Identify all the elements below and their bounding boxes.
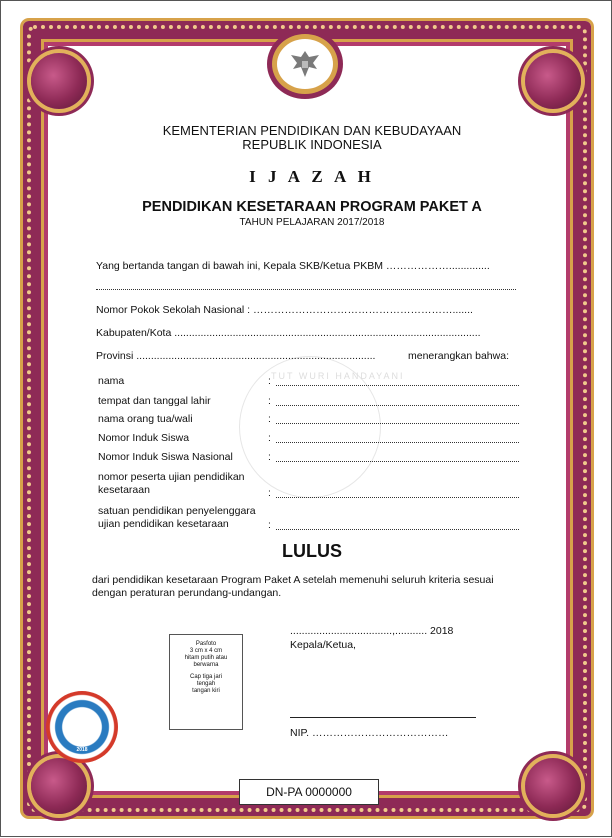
document-title: I J A Z A H xyxy=(249,167,375,186)
corner-ornament-top-left xyxy=(31,53,87,109)
fingerprint-label-1: Cap tiga jari xyxy=(189,674,222,680)
field-colon: : xyxy=(268,519,271,531)
ministry-seal xyxy=(46,691,118,763)
field-label-exam-number-2: kesetaraan xyxy=(98,484,150,496)
field-label-name: nama xyxy=(98,375,125,387)
fingerprint-label-2: tengah xyxy=(196,681,216,687)
declaration-text: menerangkan bahwa: xyxy=(408,350,509,362)
field-colon: : xyxy=(268,413,271,425)
photo-color-2: berwarna xyxy=(193,662,219,668)
field-label-nisn: Nomor Induk Siswa Nasional xyxy=(98,451,233,463)
province-line: Provinsi .................................................................................. xyxy=(96,350,376,362)
program-title: PENDIDIKAN KESETARAAN PROGRAM PAKET A xyxy=(142,199,482,215)
fingerprint-label-3: tangan kiri xyxy=(192,688,220,694)
intro-line: Yang bertanda tangan di bawah ini, Kepala SKB/Ketua PKBM ……………….............. xyxy=(96,260,490,272)
field-line-exam-number xyxy=(276,497,519,498)
field-label-parent: nama orang tua/wali xyxy=(98,413,193,425)
field-colon: : xyxy=(268,432,271,444)
field-colon: : xyxy=(268,375,271,387)
photo-placeholder xyxy=(169,634,243,730)
npsn-line: Nomor Pokok Sekolah Nasional : …………………………………………………....... xyxy=(96,304,473,316)
result-text-line1: dari pendidikan kesetaraan Program Paket A setelah memenuhi seluruh kriteria sesuai xyxy=(92,574,494,586)
field-label-birth: tempat dan tanggal lahir xyxy=(98,395,211,407)
corner-ornament-top-right xyxy=(525,53,581,109)
academic-year: TAHUN PELAJARAN 2017/2018 xyxy=(239,217,385,228)
photo-size: 3 cm x 4 cm xyxy=(189,648,223,654)
certificate-content xyxy=(92,1,528,838)
field-label-organizer: satuan pendidikan penyelenggara xyxy=(98,505,256,517)
field-colon: : xyxy=(268,451,271,463)
field-colon: : xyxy=(268,487,271,499)
corner-ornament-bottom-right xyxy=(525,758,581,814)
signature-date: ...................................,........... 2018 xyxy=(290,625,454,637)
field-label-exam-number: nomor peserta ujian pendidikan xyxy=(98,471,245,483)
field-line-nisn xyxy=(276,461,519,462)
field-line-birth xyxy=(276,405,519,406)
field-line-name xyxy=(276,385,519,386)
corner-ornament-bottom-left xyxy=(31,758,87,814)
field-line-nis xyxy=(276,442,519,443)
seal-year: 2018 xyxy=(76,747,88,753)
field-line-parent xyxy=(276,423,519,424)
field-colon: : xyxy=(268,395,271,407)
result-text-line2: dengan peraturan perundang-undangan. xyxy=(92,587,282,599)
field-label-nis: Nomor Induk Siswa xyxy=(98,432,190,444)
district-line: Kabupaten/Kota ......................................................................................................... xyxy=(96,327,481,339)
watermark-text: TUT WURI HANDAYANI xyxy=(271,371,405,381)
photo-label: Pasfoto xyxy=(195,641,217,647)
signature-line xyxy=(290,717,476,718)
result-status: LULUS xyxy=(282,541,342,561)
serial-number-box: DN-PA 0000000 xyxy=(239,779,379,805)
field-label-organizer-2: ujian pendidikan kesetaraan xyxy=(98,518,229,530)
photo-color-1: hitam putih atau xyxy=(184,655,228,661)
signature-nip: NIP. ………………………………… xyxy=(290,727,449,739)
intro-continuation-line xyxy=(96,289,516,290)
country-name: REPUBLIK INDONESIA xyxy=(242,137,382,152)
ministry-name: KEMENTERIAN PENDIDIKAN DAN KEBUDAYAAN xyxy=(162,123,462,138)
field-line-organizer xyxy=(276,529,519,530)
signature-role: Kepala/Ketua, xyxy=(290,639,356,651)
